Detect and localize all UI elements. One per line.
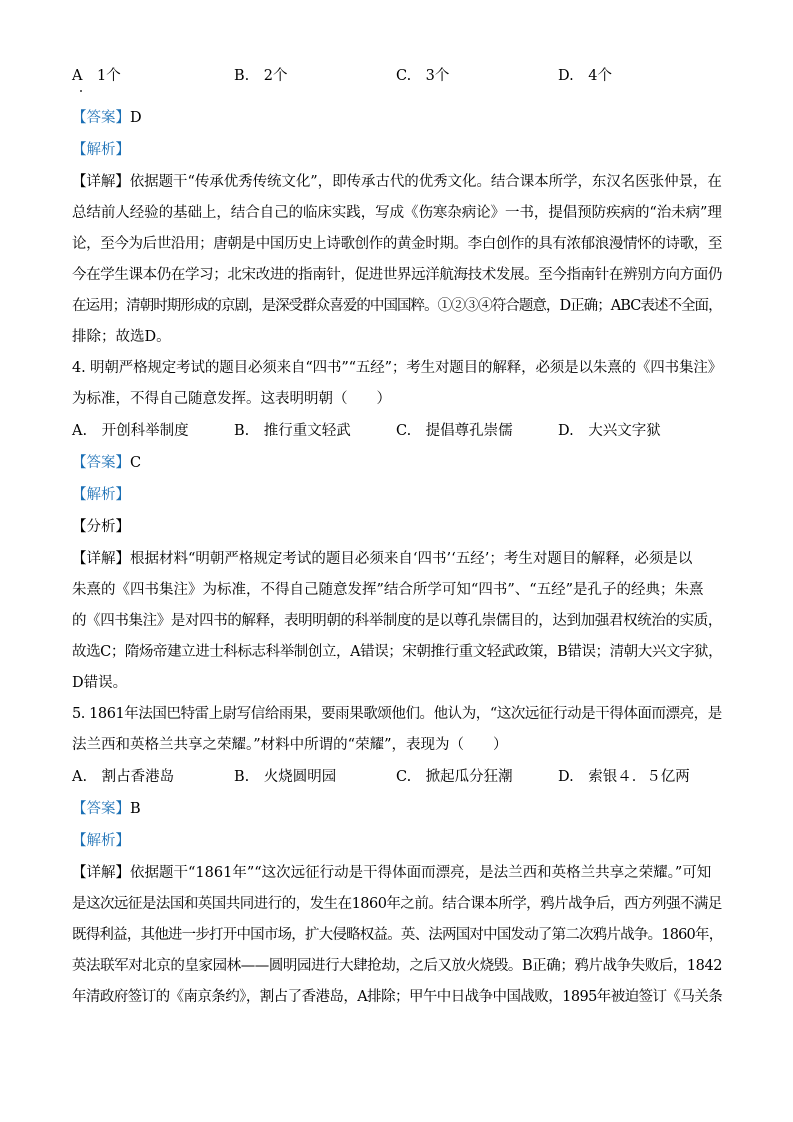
q5-detail-line: 英法联军对北京的皇家园林——圆明园进行大肆抢劫，之后又放火烧毁。B正确；鸦片战争失败后，1842 (72, 958, 723, 974)
q5-detail-line: 是这次远征是法国和英国共同进行的，发生在1860年之前。结合课本所学，鸦片战争后，西方列强不满足 (72, 896, 722, 912)
q5-detail-line: 【详解】依据题干“1861年”“这次远征行动是干得体面而漂亮，是法兰西和英格兰共享之荣耀。”可知 (72, 865, 712, 881)
q4-answer-line (72, 453, 141, 473)
q3-answer: D (130, 110, 142, 126)
q4-detail-line: 【详解】根据材料“明朝严格规定考试的题目必须来自‘四书’‘五经’；考生对题目的解释，必须是以 (72, 551, 693, 567)
q4-option-d: D. 大兴文字狱 (558, 423, 661, 439)
stray-dot (80, 90, 82, 92)
q3-detail-line: 【详解】依据题干“传承优秀传统文化”，即传承古代的优秀文化。结合课本所学，东汉名医张仲景，在 (72, 174, 722, 190)
answer-tag: 【答案】 (72, 110, 130, 126)
q4-analysis-tag: 【解析】 (72, 487, 130, 503)
q5-stem-line: 5. 1861年法国巴特雷上尉写信给雨果，要雨果歌颂他们。他认为，“这次远征行动是干得体面而漂亮，是 (72, 706, 722, 722)
q5-detail-line: 既得利益，其他进一步打开中国市场，扩大侵略权益。英、法两国对中国发动了第二次鸦片战争。1860年， (72, 927, 723, 943)
q3-detail-line: 论，至今为后世沿用；唐朝是中国历史上诗歌创作的黄金时期。李白创作的具有浓郁浪漫情怀的诗歌，至 (72, 236, 722, 252)
q4-option-c: C. 提倡尊孔崇儒 (396, 423, 513, 439)
answer-tag: 【答案】 (72, 455, 130, 471)
q4-detail-line: D错误。 (72, 675, 128, 691)
q5-stem-line: 法兰西和英格兰共享之荣耀。”材料中所谓的“荣耀”，表现为（ ） (72, 737, 508, 753)
q3-option-d: D. 4个 (558, 68, 612, 84)
q5-answer: B (130, 801, 141, 817)
q4-detail-line: 故选C；隋炀帝建立进士科标志科举制创立，A错误；宋朝推行重文轻武政策，B错误；清朝大兴文字狱， (72, 644, 723, 660)
q4-option-a: A. 开创科举制度 (72, 423, 189, 439)
q4-answer: C (130, 455, 142, 471)
q5-answer-line (72, 799, 141, 819)
q3-detail-line: 在运用；清朝时期形成的京剧，是深受群众喜爱的中国国粹。①②③④符合题意，D正确；ABC表述不全面， (72, 298, 722, 314)
q3-option-b: B. 2个 (234, 68, 288, 84)
q4-detail-line: 朱熹的《四书集注》为标准，不得自己随意发挥”结合所学可知“四书”、“五经”是孔子的经典；朱熹 (72, 582, 704, 598)
q3-answer-line (72, 108, 142, 128)
q3-detail-line: 今在学生课本仍在学习；北宋改进的指南针，促进世界远洋航海技术发展。至今指南针在辨别方向方面仍 (72, 267, 722, 283)
q4-stem-line: 4. 明朝严格规定考试的题目必须来自“四书”“五经”；考生对题目的解释，必须是以朱熹的《四书集注》 (72, 360, 723, 376)
q4-stem-line: 为标准，不得自己随意发挥。这表明明朝（ ） (72, 391, 391, 407)
q3-detail-line: 总结前人经验的基础上，结合自己的临床实践，写成《伤寒杂病论》一书，提倡预防疾病的“治未病”理 (72, 205, 722, 221)
q5-option-b: B. 火烧圆明园 (234, 769, 337, 785)
q5-option-c: C. 掀起瓜分狂潮 (396, 769, 513, 785)
q3-analysis-tag: 【解析】 (72, 142, 130, 158)
q5-detail-line: 年清政府签订的《南京条约》，割占了香港岛，A排除；甲午中日战争中国战败，1895年被迫签订《马关条 (72, 989, 723, 1005)
q4-fenxi-tag: 【分析】 (72, 519, 130, 535)
q5-option-a: A. 割占香港岛 (72, 769, 175, 785)
q5-analysis-tag: 【解析】 (72, 833, 130, 849)
q3-option-c: C. 3个 (396, 68, 450, 84)
q3-option-a: A 1个 (72, 68, 121, 84)
answer-tag: 【答案】 (72, 801, 130, 817)
q4-detail-line: 的《四书集注》是对四书的解释，表明明朝的科举制度的是以尊孔崇儒目的，达到加强君权统治的实质， (72, 613, 722, 629)
q3-detail-line: 排除；故选D。 (72, 329, 171, 345)
q4-option-b: B. 推行重文轻武 (234, 423, 351, 439)
q5-option-d: D. 索银４．５亿两 (558, 769, 690, 785)
